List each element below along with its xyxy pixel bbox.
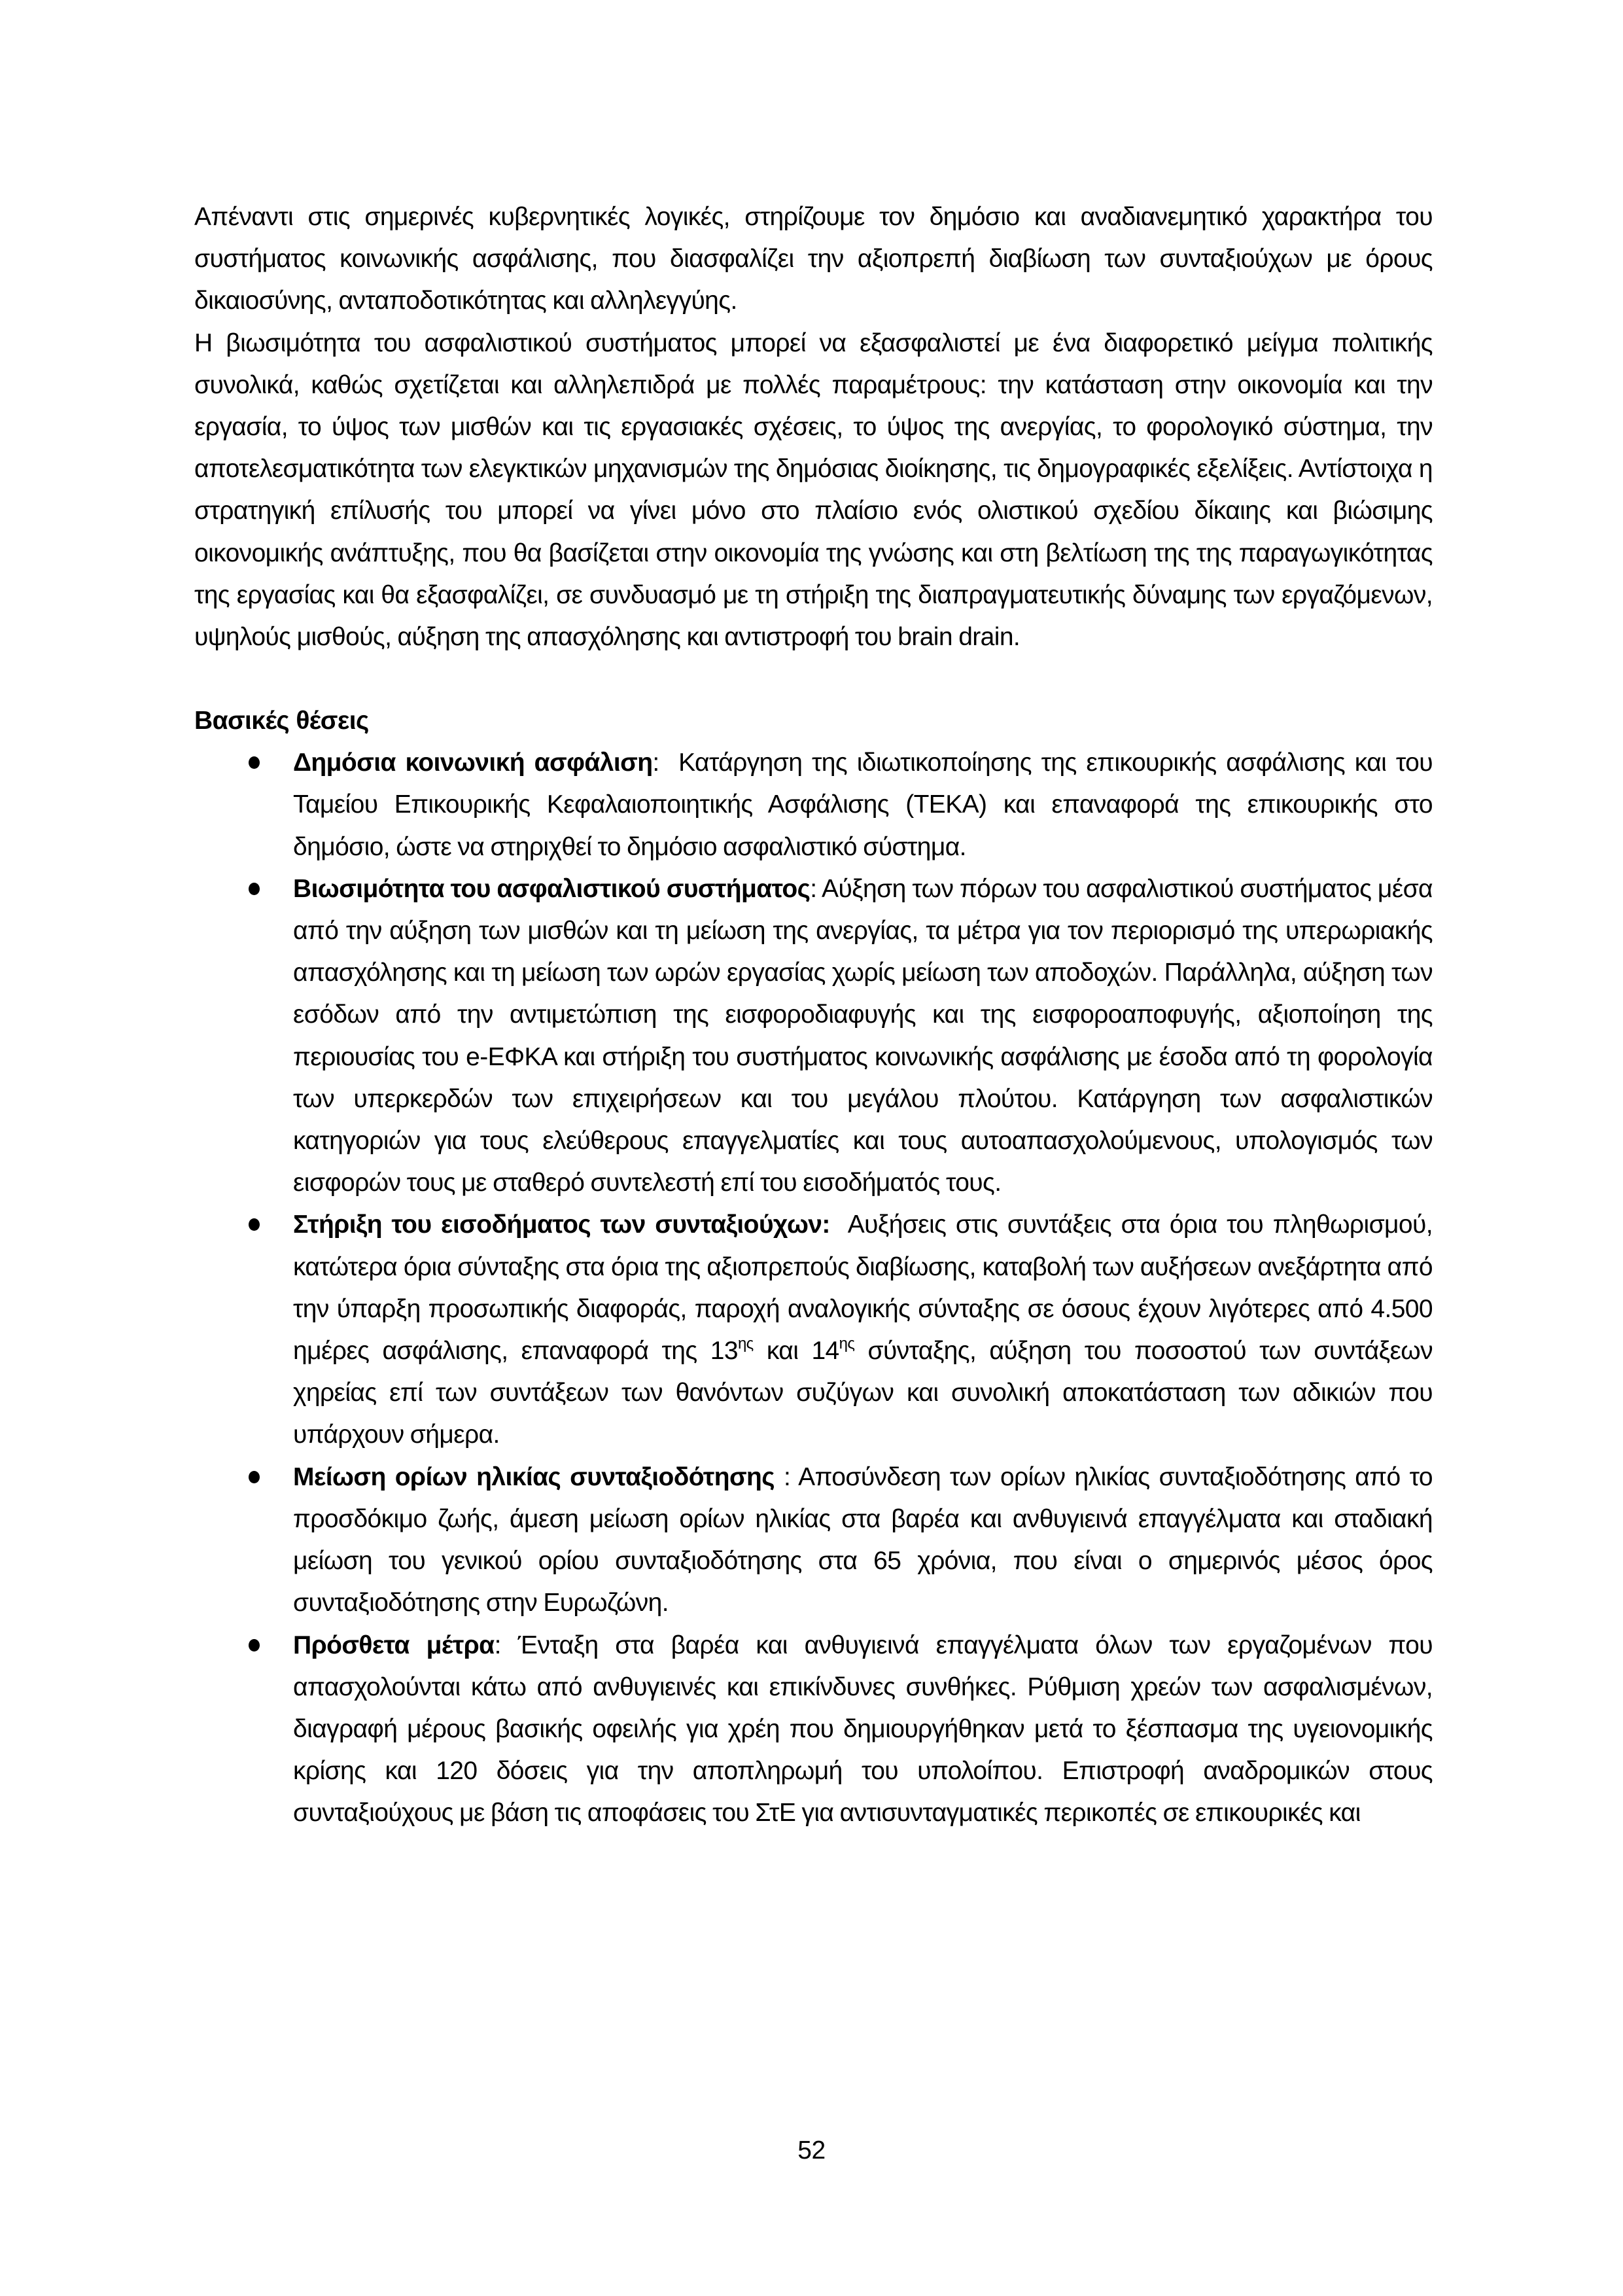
- item-lead: Βιωσιμότητα του ασφαλιστικού συστήματος: [293, 874, 811, 903]
- item-separator: :: [810, 874, 822, 903]
- item-text-part-3: σύνταξης, αύξηση του ποσοστού των συντάξεων χηρείας επί των συντάξεων των θανόντων συζύγων και συνολική αποκατάσταση των αδικιών που υπάρχουν σήμερα.: [293, 1337, 1433, 1449]
- intro-paragraph-1: Απέναντι στις σημερινές κυβερνητικές λογικές, στηρίζουμε τον δημόσιο και αναδιανεμητικό χαρακτήρα του συστήματος κοινωνικής ασφάλισης, που διασφαλίζει την αξιοπρεπή διαβίωση των συνταξιούχων με όρους δικαιοσύνης, ανταποδοτικότητας και αλληλεγγύης.: [194, 203, 1433, 315]
- list-item-public-social-insurance: [194, 742, 1433, 868]
- bullet-icon: [249, 1471, 260, 1483]
- item-lead: Πρόσθετα μέτρα: [293, 1631, 495, 1659]
- ordinal-suffix: ης: [737, 1335, 754, 1353]
- item-lead: Δημόσια κοινωνική ασφάλιση: [293, 749, 653, 777]
- key-positions-list: [194, 742, 1433, 1834]
- item-text-part-2: και 14: [753, 1337, 839, 1366]
- list-item-additional-measures: [194, 1625, 1433, 1835]
- bullet-icon: [249, 1639, 260, 1651]
- item-lead: Μείωση ορίων ηλικίας συνταξιοδότησης: [293, 1462, 775, 1491]
- item-separator: [830, 1210, 848, 1239]
- intro-paragraph-2: Η βιωσιμότητα του ασφαλιστικού συστήματος μπορεί να εξασφαλιστεί με ένα διαφορετικό μείγμα πολιτικής συνολικά, καθώς σχετίζεται και αλληλεπιδρά με πολλές παραμέτρους: την κατάσταση στην οικονομία και την εργασία, το ύψος των μισθών και τις εργασιακές σχέσεις, το ύψος της ανεργίας, το φορολογικό σύστημα, την αποτελεσματικότητα των ελεγκτικών μηχανισμών της δημόσιας διοίκησης, τις δημογραφικές εξελίξεις. Αντίστοιχα η στρατηγική επίλυσής του μπορεί να γίνει μόνο στο πλαίσιο ενός ολιστικού σχεδίου δίκαιης και βιώσιμης οικονομικής ανάπτυξης, που θα βασίζεται στην οικονομία της γνώσης και στη βελτίωση της της παραγωγικότητας της εργασίας και θα εξασφαλίζει, σε συνδυασμό με τη στήριξη της διαπραγματευτικής δύναμης των εργαζόμενων, υψηλούς μισθούς, αύξηση της απασχόλησης και αντιστροφή του brain drain.: [194, 328, 1433, 652]
- item-text: Ένταξη στα βαρέα και ανθυγιεινά επαγγέλματα όλων των εργαζομένων που απασχολούνται κάτω από ανθυγιεινές και επικίνδυνες συνθήκες. Ρύθμιση χρεών των ασφαλισμένων, διαγραφή μέρους βασικής οφειλής για χρέη που δημιουργήθηκαν μετά το ξέσπασμα της υγειονομικής κρίσης και 120 δόσεις για την αποπληρωμή του υπολοίπου. Επιστροφή αναδρομικών στους συνταξιούχους με βάση τις αποφάσεις του ΣτΕ για αντισυνταγματικές περικοπές σε επικουρικές και: [293, 1631, 1433, 1828]
- bullet-icon: [249, 756, 260, 769]
- item-text: Αύξηση των πόρων του ασφαλιστικού συστήματος μέσα από την αύξηση των μισθών και τη μείωση της ανεργίας, τα μέτρα για τον περιορισμό της υπερωριακής απασχόλησης και τη μείωση των ωρών εργασίας χωρίς μείωση των αποδοχών. Παράλληλα, αύξηση των εσόδων από την αντιμετώπιση της εισφοροδιαφυγής και της εισφοροαποφυγής, αξιοποίηση της περιουσίας του e-ΕΦΚΑ και στήριξη του συστήματος κοινωνικής ασφάλισης με έσοδα από τη φορολογία των υπερκερδών των επιχειρήσεων και του μεγάλου πλούτου. Κατάργηση των ασφαλιστικών κατηγοριών για τους ελεύθερους επαγγελματίες και τους αυτοαπασχολούμενους, υπολογισμός των εισφορών τους με σταθερό συντελεστή επί του εισοδήματός τους.: [293, 874, 1433, 1197]
- item-text-part-1: Αυξήσεις στις συντάξεις στα όρια του πληθωρισμού, κατώτερα όρια σύνταξης στα όρια της αξιοπρεπούς διαβίωσης, καταβολή των αυξήσεων ανεξάρτητα από την ύπαρξη προσωπικής διαφοράς, παροχή αναλογικής σύνταξης σε όσους έχουν λιγότερες από 4.500 ημέρες ασφάλισης, επαναφορά της 13: [293, 1210, 1433, 1366]
- ordinal-suffix: ης: [839, 1335, 855, 1353]
- item-lead: Στήριξη του εισοδήματος των συνταξιούχων:: [293, 1210, 830, 1239]
- bullet-icon: [249, 1218, 260, 1231]
- item-text: Αποσύνδεση των ορίων ηλικίας συνταξιοδότησης από το προσδόκιμο ζωής, άμεση μείωση ορίων ηλικίας στα βαρέα και ανθυγιεινά επαγγέλματα και σταδιακή μείωση του γενικού ορίου συνταξιοδότησης στα 65 χρόνια, που είναι ο σημερινός μέσος όρος συνταξιοδότησης στην Ευρωζώνη.: [293, 1462, 1433, 1617]
- item-separator: :: [494, 1631, 518, 1659]
- bullet-icon: [249, 883, 260, 895]
- section-heading: Βασικές θέσεις: [194, 707, 369, 735]
- item-separator: :: [652, 749, 679, 777]
- list-item-sustainability: [194, 868, 1433, 1205]
- list-item-retirement-age: [194, 1457, 1433, 1625]
- page-number: 52: [797, 2136, 826, 2164]
- document-page: [194, 196, 1433, 1835]
- item-separator: :: [774, 1462, 799, 1491]
- list-item-pensioner-income: [194, 1204, 1433, 1456]
- item-text: Κατάργηση της ιδιωτικοποίησης της επικουρικής ασφάλισης και του Ταμείου Επικουρικής Κεφαλαιοποιητικής Ασφάλισης (ΤΕΚΑ) και επαναφορά της επικουρικής στο δημόσιο, ώστε να στηριχθεί το δημόσιο ασφαλιστικό σύστημα.: [293, 749, 1433, 861]
